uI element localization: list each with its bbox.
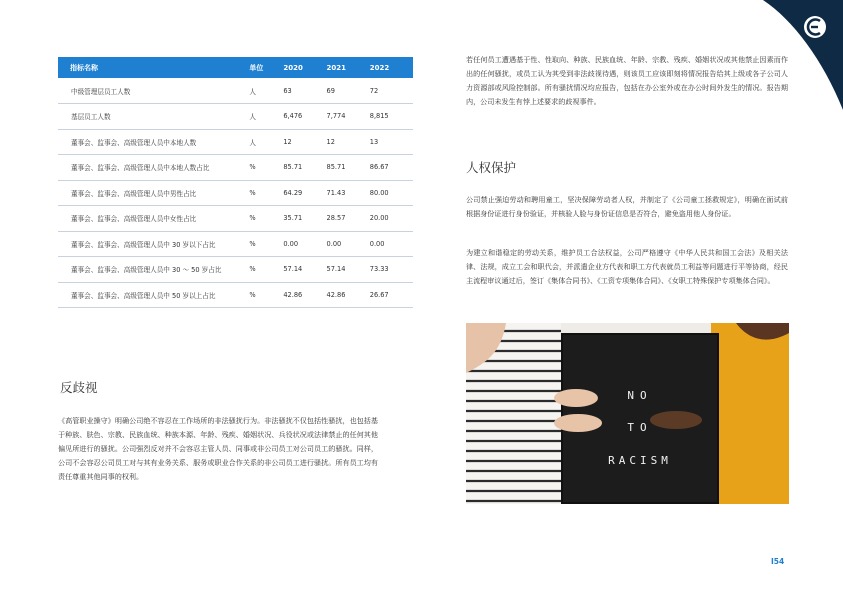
striped-shirt xyxy=(466,323,561,504)
header-unit: 单位 xyxy=(249,63,264,72)
sign-line-2: TO xyxy=(627,421,653,434)
table-row xyxy=(58,206,413,232)
no-to-racism-photo xyxy=(466,323,789,504)
section-heading-human-rights: 人权保护 xyxy=(466,160,517,175)
row-label: 董事会、监事会、高级管理人员中本地人数占比 xyxy=(71,164,210,173)
header-2022: 2022 xyxy=(369,63,390,72)
row-value-2022: 13 xyxy=(369,137,379,146)
row-value-2021: 7,774 xyxy=(326,112,346,121)
row-value-2021: 28.57 xyxy=(326,214,346,223)
row-value-2020: 63 xyxy=(283,86,292,95)
row-unit: % xyxy=(249,163,256,172)
row-label: 董事会、监事会、高级管理人员中男性占比 xyxy=(71,189,197,198)
row-value-2021: 69 xyxy=(326,86,335,95)
hand-right xyxy=(650,411,702,429)
header-2021: 2021 xyxy=(326,63,347,72)
row-value-2020: 64.29 xyxy=(283,188,303,197)
row-value-2020: 0.00 xyxy=(283,239,299,248)
row-value-2020: 12 xyxy=(283,137,292,146)
row-unit: 人 xyxy=(249,138,256,147)
employee-stats-table xyxy=(58,57,413,308)
row-value-2021: 85.71 xyxy=(326,163,346,172)
header-2020: 2020 xyxy=(283,63,303,72)
row-value-2022: 0.00 xyxy=(369,239,385,248)
table-header-row xyxy=(58,57,413,78)
labor-relations-paragraph: 为建立和谐稳定的劳动关系，维护员工合法权益，公司严格遵守《中华人民共和国工会法》及相关法律、法规，成立工会和职代会，并派遣企业方代表和职工方代表就员工利益等问题进行平等协商，经民主流程审议通过后，签订《集体合同书》、《工资专项集体合同》、《女职工特殊保护专项集体合同》。 xyxy=(466,248,788,285)
company-logo-icon xyxy=(804,16,826,38)
row-value-2022: 20.00 xyxy=(369,214,389,223)
row-label: 董事会、监事会、高级管理人员中 30 ～ 50 岁占比 xyxy=(71,266,222,275)
row-value-2021: 0.00 xyxy=(326,239,342,248)
table-row xyxy=(58,129,413,155)
row-value-2021: 12 xyxy=(326,137,335,146)
sign-line-1: NO xyxy=(627,389,653,402)
row-value-2020: 57.14 xyxy=(283,265,303,274)
row-value-2021: 71.43 xyxy=(326,188,346,197)
row-value-2020: 35.71 xyxy=(283,214,303,223)
row-value-2022: 73.33 xyxy=(369,265,389,274)
row-value-2021: 57.14 xyxy=(326,265,346,274)
child-labor-paragraph: 公司禁止强迫劳动和聘用童工，坚决保障劳动者人权，并制定了《公司童工拯救规定》，明确在面试前根据身份证进行身份验证，并核验人脸与身份证信息是否符合，避免盗用他人身份证。 xyxy=(466,195,788,218)
row-value-2022: 72 xyxy=(369,86,379,95)
row-unit: 人 xyxy=(249,113,256,122)
row-unit: % xyxy=(249,265,256,274)
hand-left-bottom xyxy=(554,414,602,432)
row-unit: % xyxy=(249,290,256,299)
sign-line-3: RACISM xyxy=(608,454,672,467)
row-label: 董事会、监事会、高级管理人员中本地人数 xyxy=(71,138,197,147)
row-value-2020: 85.71 xyxy=(283,163,303,172)
row-value-2022: 86.67 xyxy=(369,163,389,172)
row-value-2021: 42.86 xyxy=(326,290,346,299)
table-row xyxy=(58,231,413,257)
table-row xyxy=(58,78,413,104)
photo-illustration xyxy=(466,323,789,504)
anti-discrimination-paragraph: 《高管职业操守》明确公司绝不容忍在工作场所的非法骚扰行为。非法骚扰不仅包括性骚扰，也包括基于种族、肤色、宗教、民族血统、种族本源、年龄、残疾、婚姻状况、兵役状况或法律禁止的任何其他偏见所进行的骚扰。公司强烈反对并不会容忍主管人员、同事或非公司员工对公司员工的骚扰。同样，公司不会容忍公司员工对与其有业务关系、服务或职业合作关系的非公司员工进行骚扰。所有员工均有责任尊重其他同事的权利。 xyxy=(58,416,378,481)
table-row xyxy=(58,155,413,181)
row-value-2022: 80.00 xyxy=(369,188,389,197)
row-value-2020: 42.86 xyxy=(283,290,303,299)
row-label: 董事会、监事会、高级管理人员中 50 岁以上占比 xyxy=(71,291,216,300)
row-value-2022: 26.67 xyxy=(369,290,389,299)
page-number: I54 xyxy=(771,557,785,566)
row-unit: % xyxy=(249,214,256,223)
row-label: 董事会、监事会、高级管理人员中女性占比 xyxy=(71,215,197,224)
row-value-2020: 6,476 xyxy=(283,112,303,121)
harassment-report-paragraph: 若任何员工遭遇基于性、性取向、种族、民族血统、年龄、宗教、残疾、婚姻状况或其他禁止因素而作出的任何骚扰，或员工认为其受到非法歧视待遇，则该员工应该即刻将情况报告给其上级或各子公司人力资源部或风险控制部。所有骚扰情况均应报告，包括在办公室外或在办公时间外发生的情况。报告期内，公司未发生有悖上述要求的歧视事件。 xyxy=(466,55,788,106)
section-heading-anti-discrimination: 反歧视 xyxy=(60,380,98,395)
row-label: 董事会、监事会、高级管理人员中 30 岁以下占比 xyxy=(71,240,216,249)
row-unit: % xyxy=(249,239,256,248)
table-row xyxy=(58,104,413,130)
row-label: 中级管理层员工人数 xyxy=(71,87,131,96)
row-unit: 人 xyxy=(249,87,256,96)
table-row xyxy=(58,180,413,206)
row-label: 基层员工人数 xyxy=(71,113,111,122)
row-unit: % xyxy=(249,188,256,197)
header-indicator: 指标名称 xyxy=(70,63,98,72)
row-value-2022: 8,815 xyxy=(369,112,389,121)
yellow-shirt xyxy=(711,323,789,504)
hand-left-top xyxy=(554,389,598,407)
table-row xyxy=(58,282,413,308)
table-row xyxy=(58,257,413,283)
